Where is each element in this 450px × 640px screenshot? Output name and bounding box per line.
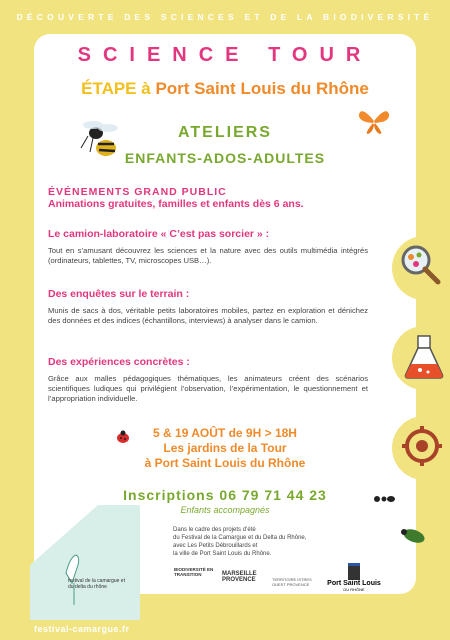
section-title: Le camion-laboratoire « C’est pas sorcier » :: [48, 228, 270, 240]
partner-logos: [34, 561, 416, 596]
psl-subtext: DU RHÔNE: [343, 587, 365, 592]
event-info: [34, 426, 416, 471]
topline: DÉCOUVERTE DES SCIENCES ET DE LA BIODIVERSITÉ: [16, 12, 434, 22]
accompagnes: Enfants accompagnés: [180, 505, 270, 515]
psl-logo: [324, 563, 384, 592]
section-text: Munis de sacs à dos, véritable petits laboratoires mobiles, partez en exploration et dénichez des données et des indices (échantillons, interviews) à analyser dans le camion.: [48, 306, 368, 325]
magnifier-icon: [398, 242, 446, 290]
section-text: Tout en s’amusant découvrez les sciences et la nature avec des outils multimédia intégrés (ordinateurs, tablettes, TV, microscopes USB…).: [48, 246, 368, 265]
event-date: 5 & 19 AOÛT de 9H > 18H: [153, 426, 297, 440]
beetle-icon: [398, 524, 430, 546]
etape-prefix: ÉTAPE à: [81, 79, 156, 98]
event-place: Les jardins de la Tour: [163, 441, 287, 455]
section-title: Des enquêtes sur le terrain :: [48, 288, 190, 300]
section-title: Des expériences concrètes :: [48, 356, 190, 368]
website-link[interactable]: festival-camargue.fr: [34, 624, 130, 634]
section-text: Grâce aux malles pédagogiques thématiques, les animateurs créent des scénarios scientifiques ludiques qui privilégient l’observation, l’expérimentation, le questionnement et l’appropriation individuelle.: [48, 374, 368, 403]
context-text: Dans le cadre des projets d’été du Festival de la Camargue et du Delta du Rhône, avec Les Petits Débrouillards et la ville de Port Saint Louis du Rhône.: [173, 527, 307, 557]
grand-public-title: ÉVÉNEMENTS GRAND PUBLIC: [48, 186, 227, 198]
flask-icon: [402, 332, 448, 382]
grand-public-subtitle: Animations gratuites, familles et enfants dès 6 ans.: [48, 198, 304, 210]
section-experiences: [48, 356, 368, 404]
ateliers: ATELIERS: [178, 124, 272, 141]
marseille-logo: MARSEILLE PROVENCE: [222, 571, 257, 583]
audience: ENFANTS-ADOS-ADULTES: [124, 150, 326, 166]
grand-public: [48, 186, 368, 210]
biodiversite-logo: BIODIVERSITÉ EN TRANSITION: [174, 567, 214, 577]
title: SCIENCE TOUR: [77, 44, 373, 66]
psl-text: Port Saint Louis: [327, 580, 381, 587]
festival-logo-text: festival de la camargue et du delta du rhône: [68, 578, 125, 590]
metropole-logo: TERRITOIRE ISTRES OUEST PROVENCE: [272, 577, 312, 587]
section-camion: [48, 228, 368, 266]
inscriptions: Inscriptions 06 79 71 44 23: [123, 487, 327, 503]
event-city: à Port Saint Louis du Rhône: [144, 456, 306, 470]
etape-place: Port Saint Louis du Rhône: [155, 79, 369, 98]
etape-line: [34, 79, 416, 99]
section-enquetes: [48, 288, 368, 326]
